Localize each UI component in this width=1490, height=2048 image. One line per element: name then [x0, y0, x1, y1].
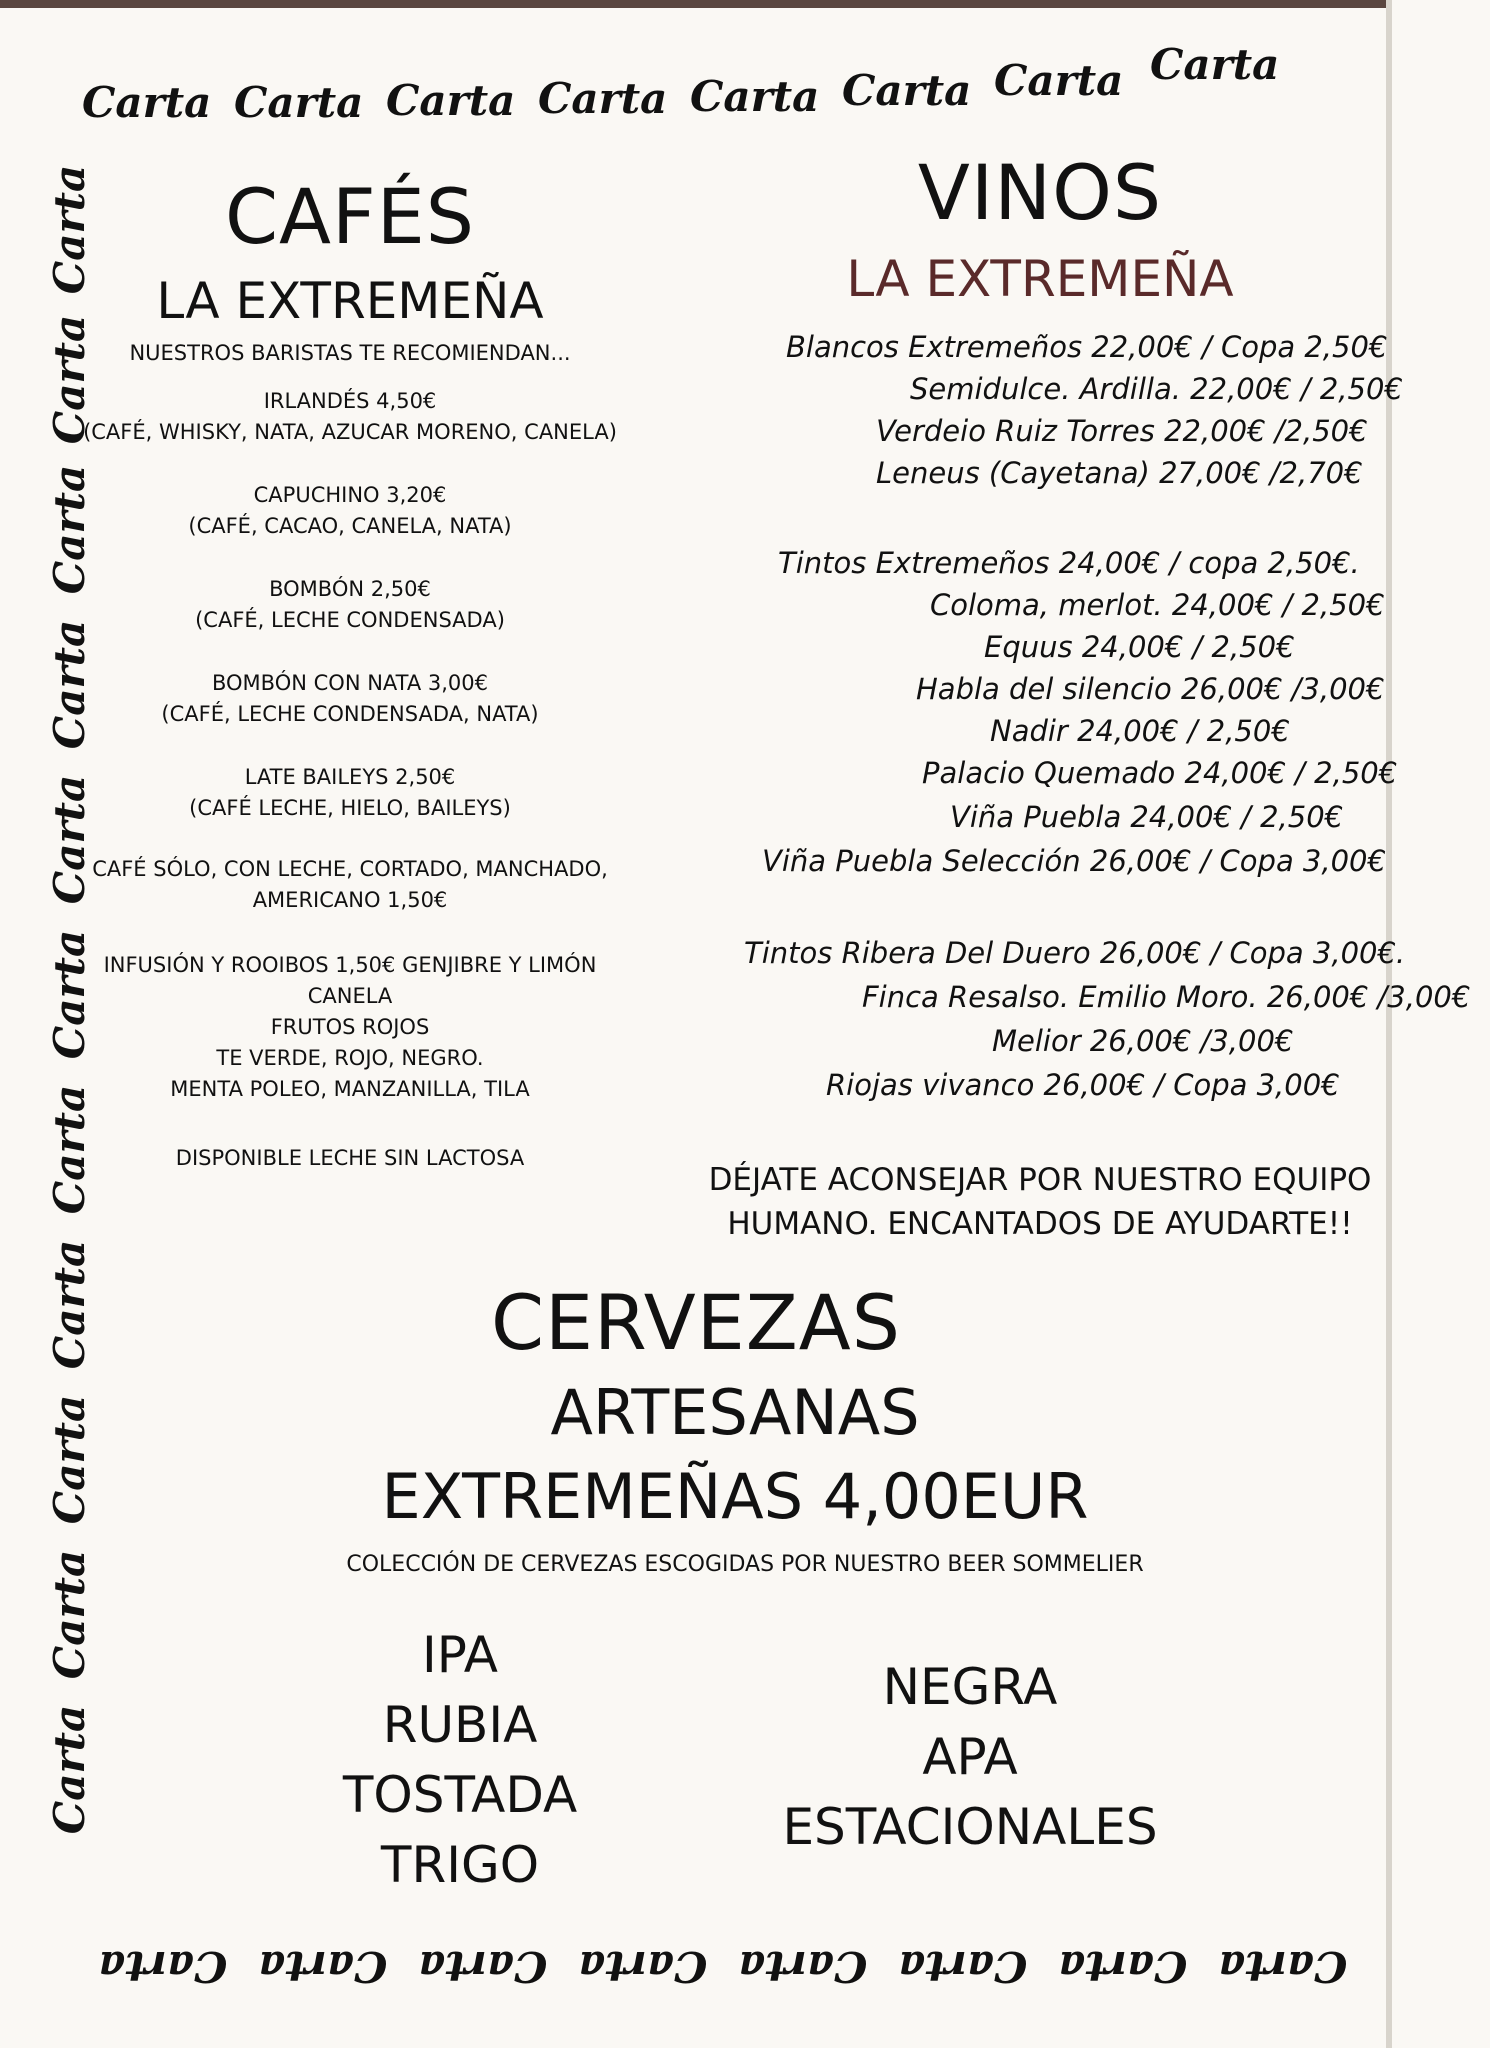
cafe-item	[0, 480, 700, 542]
infusion-line: CANELA	[307, 984, 393, 1008]
wine-line: Tintos Extremeños 24,00€ / copa 2,50€.	[778, 546, 1360, 580]
wine-line: Semidulce. Ardilla. 22,00€ / 2,50€	[910, 372, 1403, 406]
vinos-subtitle: LA EXTREMEÑA	[846, 250, 1234, 308]
beer-list-right	[760, 1652, 1180, 1862]
cafes-note: DISPONIBLE LECHE SIN LACTOSA	[175, 1146, 525, 1170]
cafe-item-name: IRLANDÉS 4,50€	[263, 389, 437, 413]
cafe-item-detail: (CAFÉ, WHISKY, NATA, AZUCAR MORENO, CANELA)	[83, 420, 617, 444]
carta-word: Carta	[1150, 40, 1280, 89]
cafe-item	[0, 386, 700, 448]
wine-line: Coloma, merlot. 24,00€ / 2,50€	[930, 588, 1385, 622]
cafe-item-detail: (CAFÉ, LECHE CONDENSADA, NATA)	[161, 702, 539, 726]
cervezas-title: CERVEZAS	[490, 1278, 902, 1367]
beer-item: IPA	[422, 1626, 498, 1684]
cafe-item-name: LATE BAILEYS 2,50€	[244, 765, 456, 789]
advice-line: HUMANO. ENCANTADOS DE AYUDARTE!!	[727, 1206, 1353, 1242]
vinos-advice	[700, 1158, 1380, 1246]
carta-word: Carta	[45, 1549, 95, 1680]
wine-line: Viña Puebla Selección 26,00€ / Copa 3,00€	[762, 844, 1386, 878]
wine-line: Blancos Extremeños 22,00€ / Copa 2,50€	[786, 330, 1388, 364]
wine-line: Leneus (Cayetana) 27,00€ /2,70€	[876, 456, 1363, 490]
carta-word: Carta	[98, 1942, 228, 1991]
cafe-item	[0, 854, 700, 916]
vinos-title: VINOS	[917, 148, 1163, 237]
beer-item: NEGRA	[882, 1658, 1058, 1716]
carta-word: Carta	[690, 72, 820, 121]
carta-word: Carta	[45, 774, 95, 905]
beer-item: APA	[922, 1728, 1018, 1786]
wine-line: Equus 24,00€ / 2,50€	[984, 630, 1295, 664]
advice-line: DÉJATE ACONSEJAR POR NUESTRO EQUIPO	[708, 1162, 1372, 1198]
carta-word: Carta	[418, 1942, 548, 1991]
wine-line: Palacio Quemado 24,00€ / 2,50€	[922, 756, 1398, 790]
carta-word: Carta	[386, 76, 516, 125]
cervezas-line3: EXTREMEÑAS 4,00EUR	[381, 1460, 1089, 1533]
cafe-item-detail: AMERICANO 1,50€	[252, 888, 448, 912]
wine-line: Verdeio Ruiz Torres 22,00€ /2,50€	[876, 414, 1368, 448]
carta-word: Carta	[258, 1942, 388, 1991]
cafe-item-name: CAFÉ SÓLO, CON LECHE, CORTADO, MANCHADO,	[92, 857, 608, 881]
carta-word: Carta	[45, 1084, 95, 1215]
beer-item: TRIGO	[380, 1836, 540, 1894]
beer-item: ESTACIONALES	[782, 1798, 1158, 1856]
beer-item: RUBIA	[382, 1696, 538, 1754]
wine-line: Habla del silencio 26,00€ /3,00€	[916, 672, 1385, 706]
carta-word: Carta	[738, 1942, 868, 1991]
cafe-item-detail: (CAFÉ LECHE, HIELO, BAILEYS)	[189, 796, 511, 820]
carta-word: Carta	[45, 164, 95, 295]
carta-word: Carta	[82, 78, 212, 127]
cafe-item	[0, 762, 700, 824]
cafes-intro: NUESTROS BARISTAS TE RECOMIENDAN...	[129, 341, 571, 365]
wine-line: Melior 26,00€ /3,00€	[992, 1024, 1294, 1058]
wine-line: Nadir 24,00€ / 2,50€	[990, 714, 1290, 748]
infusion-list	[0, 950, 700, 1105]
cervezas-line2: ARTESANAS	[550, 1376, 920, 1449]
carta-word: Carta	[898, 1942, 1028, 1991]
carta-word: Carta	[1058, 1942, 1188, 1991]
cafes-subtitle: LA EXTREMEÑA	[156, 272, 544, 330]
cafe-item-name: CAPUCHINO 3,20€	[253, 483, 447, 507]
carta-word: Carta	[45, 929, 95, 1060]
carta-word: Carta	[578, 1942, 708, 1991]
cafe-item-name: BOMBÓN CON NATA 3,00€	[211, 671, 488, 695]
carta-word: Carta	[45, 1239, 95, 1370]
carta-word: Carta	[842, 66, 972, 115]
beer-list-left	[260, 1620, 660, 1900]
wine-line: Riojas vivanco 26,00€ / Copa 3,00€	[826, 1068, 1340, 1102]
cafe-item-detail: (CAFÉ, CACAO, CANELA, NATA)	[188, 514, 512, 538]
cafe-item	[0, 574, 700, 636]
cafe-item	[0, 668, 700, 730]
carta-word: Carta	[234, 78, 364, 127]
infusion-line: TE VERDE, ROJO, NEGRO.	[216, 1046, 484, 1070]
cafe-item-name: BOMBÓN 2,50€	[269, 577, 431, 601]
infusion-line: MENTA POLEO, MANZANILLA, TILA	[170, 1077, 530, 1101]
beer-item: TOSTADA	[342, 1766, 578, 1824]
top-border	[0, 0, 1392, 8]
cervezas-note: COLECCIÓN DE CERVEZAS ESCOGIDAS POR NUESTRO BEER SOMMELIER	[346, 1552, 1144, 1577]
wine-line: Viña Puebla 24,00€ / 2,50€	[950, 800, 1344, 834]
carta-word: Carta	[538, 74, 668, 123]
wine-line: Tintos Ribera Del Duero 26,00€ / Copa 3,00€.	[744, 936, 1406, 970]
carta-word: Carta	[45, 464, 95, 595]
carta-word: Carta	[45, 1394, 95, 1525]
cafes-title: CAFÉS	[224, 172, 476, 261]
carta-word: Carta	[1218, 1942, 1348, 1991]
cafe-item-detail: (CAFÉ, LECHE CONDENSADA)	[195, 608, 505, 632]
carta-word: Carta	[45, 1704, 95, 1835]
infusion-line: INFUSIÓN Y ROOIBOS 1,50€ GENJIBRE Y LIMÓN	[103, 953, 597, 977]
carta-word: Carta	[45, 619, 95, 750]
carta-word: Carta	[994, 56, 1124, 105]
carta-word: Carta	[45, 314, 95, 445]
wine-line: Finca Resalso. Emilio Moro. 26,00€ /3,00€	[862, 980, 1471, 1014]
infusion-line: FRUTOS ROJOS	[270, 1015, 430, 1039]
right-edge-shadow	[1386, 0, 1392, 2048]
